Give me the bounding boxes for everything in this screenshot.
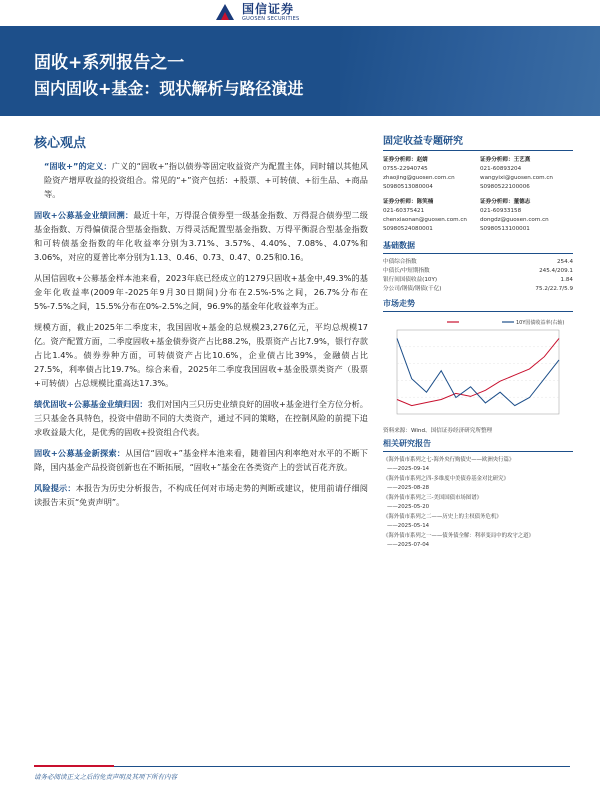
related-report-item[interactable]: [383, 532, 573, 549]
basic-data-label: 中债综合指数: [383, 259, 417, 265]
paragraph-body: 规模方面，截止2025年二季度末，我国固收+基金的总规模23,276亿元，平均总规模17亿。资产配置方面，二季度固收+基金债券资产占比88.2%，股票资产占比7.9%，银行存款占比1.4%。债券券种方面，可转债资产占比10.6%，企业债占比39%，金融债占比27.5%，利率债占比19.7%。综合来看，2025年二季度我国固收+基金股票类资产（股票+可转债）占总规模比重高达17.3%。: [34, 322, 368, 388]
analyst-name: 证券分析师：赵婧: [383, 157, 428, 163]
analyst-phone: 021-60933158: [480, 208, 522, 214]
paragraph-lead: “固收+”的定义：: [44, 161, 112, 171]
footer-disclaimer: 请务必阅读正文之后的免责声明及其项下所有内容: [34, 773, 177, 781]
basic-data-row: [383, 285, 573, 294]
analyst-email[interactable]: zhaojing@guosen.com.cn: [383, 175, 455, 181]
analyst-card: [480, 156, 573, 192]
basic-data-value: 245.4/209.1: [539, 268, 573, 274]
analyst-phone: 0755-22940745: [383, 166, 428, 172]
logo-name-cn: 国信证券: [242, 1, 295, 16]
paragraph-body: 从国信固收+公募基金样本池来看，2023年底已经成立的1279只固收+基金中,49.3%的基金年化收益率(2009年-2025年9月30日期间)分布在2.5%-5%之间，26.7%分布在5%-7.5%之间，15.5%分布在0%-2.5%之间，96.9%的基金年化收益率为正。: [34, 273, 368, 311]
paragraph-body: 最近十年，万得混合债券型一级基金指数、万得混合债券型二级基金指数、万得偏债混合型基金指数、万得灵活配置型基金指数、万得平衡混合型基金指数和可转债基金指数的年化收益率分别为3.71%、3.57%、4.40%、7.08%、4.07%和3.06%，对应的夏普比率分别为1.13、0.46、0.73、0.47、0.25和0.16。: [34, 210, 368, 262]
market-trend-chart: [383, 316, 573, 424]
basic-data-value: 75.2/22.7/5.9: [535, 286, 573, 292]
paragraph-lead: 风险提示：: [34, 483, 76, 493]
basic-data-value: 254.4: [556, 259, 573, 265]
related-report-title[interactable]: 《海外债市系列之一——债务债全解：利率变局中的攻守之道》: [383, 533, 534, 539]
paragraph-risk-warning: [34, 481, 368, 509]
analyst-name: 证券分析师：王艺熹: [480, 157, 531, 163]
paragraph-definition: [34, 159, 368, 201]
related-reports-title: 相关研究报告: [383, 438, 573, 452]
analyst-phone: 021-60375421: [383, 208, 425, 214]
report-series-title: 固收+系列报告之一: [34, 53, 185, 73]
analyst-phone: 021-60893204: [480, 166, 522, 172]
company-logo: [214, 2, 300, 22]
analyst-email[interactable]: dongdz@guosen.com.cn: [480, 217, 549, 223]
paragraph-body: 广义的“固收+”指以债券等固定收益资产为配置主体，同时辅以其他风险资产增厚收益的投资组合。常见的“+”资产包括：+股票、+可转债、+衍生品、+商品等。: [44, 161, 368, 199]
title-banner: [0, 26, 600, 116]
logo-name-en: GUOSEN SECURITIES: [242, 15, 300, 22]
related-report-date: ——2025-05-20: [387, 503, 430, 510]
paragraph-new-exploration: [34, 446, 368, 474]
core-views-section: [34, 132, 368, 516]
analyst-card: [383, 198, 476, 234]
legend-label: 10Y国债收益率(右轴): [516, 320, 565, 326]
paragraph-sample-pool: [34, 271, 368, 313]
paragraph-lead: 固收+公募基金新探索：: [34, 448, 126, 458]
paragraph-body: 我们对国内三只历史业绩良好的固收+基金进行全方位分析。三只基金各具特色，投资中借助不同的大类资产，通过不同的策略，在控制风险的前提下追求收益最大化，是优秀的固收+投资组合代表。: [34, 399, 368, 437]
related-reports-list: [383, 456, 573, 549]
paragraph-body: 本报告为历史分析报告，不构成任何对市场走势的判断或建议，使用前请仔细阅读报告末页“免责声明”。: [34, 483, 368, 507]
related-report-item[interactable]: [383, 456, 573, 473]
paragraph-body: 从国信“固收+”基金样本池来看，随着国内利率绝对水平的不断下降，国内基金产品投资创新也在不断拓展，“固收+”基金在各类资产上的尝试百花齐放。: [34, 448, 368, 472]
sidebar: [383, 132, 573, 551]
market-trend-title: 市场走势: [383, 298, 573, 312]
related-report-title[interactable]: 《海外债市系列之二——历史上的主权债务危机》: [383, 514, 502, 520]
core-views-heading: 核心观点: [34, 136, 87, 151]
analyst-cert: S0980513100001: [480, 226, 530, 232]
market-trend-chart-svg: [383, 316, 573, 424]
chart-source: 资料来源：Wind、国信证券经济研究所整理: [383, 428, 493, 434]
sidebar-title: 固定收益专题研究: [383, 132, 573, 151]
related-report-date: ——2025-09-14: [387, 465, 430, 472]
related-report-title[interactable]: 《海外债市系列之七-海外央行购债史——欧洲央行篇》: [383, 457, 515, 463]
analyst-cert: S0980524080001: [383, 226, 433, 232]
paragraph-scale: [34, 320, 368, 390]
paragraph-lead: 绩优固收+公募基金业绩归因：: [34, 399, 148, 409]
basic-data-row: [383, 267, 573, 276]
analyst-list: [383, 156, 573, 234]
paragraph-performance-review: [34, 208, 368, 264]
paragraph-attribution: [34, 397, 368, 439]
basic-data-row: [383, 276, 573, 285]
basic-data-title: 基础数据: [383, 240, 573, 254]
related-report-date: ——2025-07-04: [387, 541, 430, 548]
footer-divider: [34, 766, 570, 767]
analyst-card: [480, 198, 573, 234]
basic-data-label: 中债长/中短期指数: [383, 268, 430, 274]
footer-accent: [34, 765, 114, 767]
logo-mark-icon: [214, 2, 236, 22]
analyst-cert: S0980513080004: [383, 184, 433, 190]
related-report-item[interactable]: [383, 513, 573, 530]
related-report-item[interactable]: [383, 475, 573, 492]
related-report-item[interactable]: [383, 494, 573, 511]
basic-data-label: 分公司/钢债/钢债(千亿): [383, 286, 442, 292]
related-report-date: ——2025-05-14: [387, 522, 430, 529]
basic-data-label: 银行间国债收益(10Y): [383, 277, 438, 283]
related-report-date: ——2025-08-28: [387, 484, 430, 491]
analyst-cert: S0980522100006: [480, 184, 530, 190]
basic-data-row: [383, 258, 573, 267]
report-title: 国内固收+基金：现状解析与路径演进: [34, 79, 304, 98]
analyst-email[interactable]: wangyixi@guosen.com.cn: [480, 175, 553, 181]
series-line: [397, 338, 559, 405]
related-report-title[interactable]: 《海外债市系列之四-多维度中美债券基金对比研究》: [383, 476, 509, 482]
analyst-card: [383, 156, 476, 192]
logo-bar: [0, 0, 600, 26]
paragraph-lead: 固收+公募基金业绩回溯：: [34, 210, 134, 220]
chart-frame: [397, 330, 559, 414]
analyst-email[interactable]: chenxiaonan@guosen.com.cn: [383, 217, 467, 223]
basic-data-table: [383, 258, 573, 294]
analyst-name: 证券分析师：陈笑楠: [383, 199, 434, 205]
basic-data-value: 1.84: [560, 277, 573, 283]
related-report-title[interactable]: 《海外债市系列之三-美国国债市场图谱》: [383, 495, 482, 501]
analyst-name: 证券分析师：董德志: [480, 199, 531, 205]
